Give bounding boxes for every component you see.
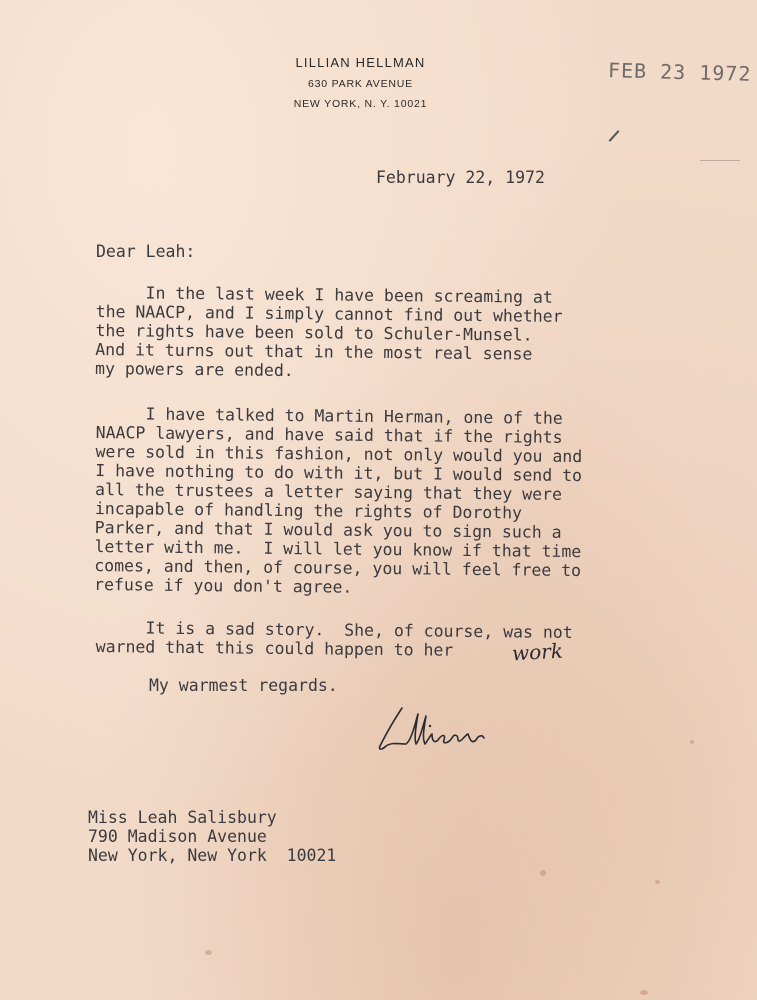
- paper-stain: [655, 880, 660, 884]
- body-paragraph-2: I have talked to Martin Herman, one of the NAACP lawyers, and have said that if the rights were sold in this fashion, not only would you and I have nothing to do with it, but I would send to all the trustees a letter saying that they were incapable of handling the rights of Dorothy Parker, and that I would ask you to sign such a letter with me. I will let you know if that time comes, and then, of course, you will feel free to refuse if you don't agree.: [94, 404, 583, 597]
- body-paragraph-1: In the last week I have been screaming at the NAACP, and I simply cannot find out whether the rights have been sold to Schuler-Munsel. And it turns out that in the most real sense my powers are ended.: [95, 283, 563, 381]
- paper-stain: [205, 950, 212, 955]
- letter-date: February 22, 1972: [376, 168, 545, 187]
- recipient-address: [88, 808, 336, 865]
- paper-stain: [690, 740, 694, 744]
- recipient-name: Miss Leah Salisbury: [88, 808, 277, 827]
- letterhead-city: NEW YORK, N. Y. 10021: [293, 98, 428, 110]
- body-paragraph-3: It is a sad story. She, of course, was not warned that this could happen to her: [95, 618, 573, 660]
- paper-stain: [540, 870, 546, 876]
- salutation: Dear Leah:: [96, 242, 196, 261]
- faint-pencil-line: [700, 160, 740, 161]
- closing: My warmest regards.: [149, 676, 338, 695]
- received-date-stamp: FEB 23 1972: [607, 58, 752, 86]
- recipient-city: New York, New York 10021: [88, 846, 337, 865]
- pencil-mark: [609, 130, 620, 142]
- letterhead-street: 630 PARK AVENUE: [308, 78, 413, 90]
- paper-stain: [640, 990, 648, 995]
- signature-image: [372, 700, 492, 755]
- handwritten-correction: work: [511, 638, 564, 666]
- letterhead-name: LILLIAN HELLMAN: [295, 55, 426, 70]
- recipient-street: 790 Madison Avenue: [88, 827, 267, 846]
